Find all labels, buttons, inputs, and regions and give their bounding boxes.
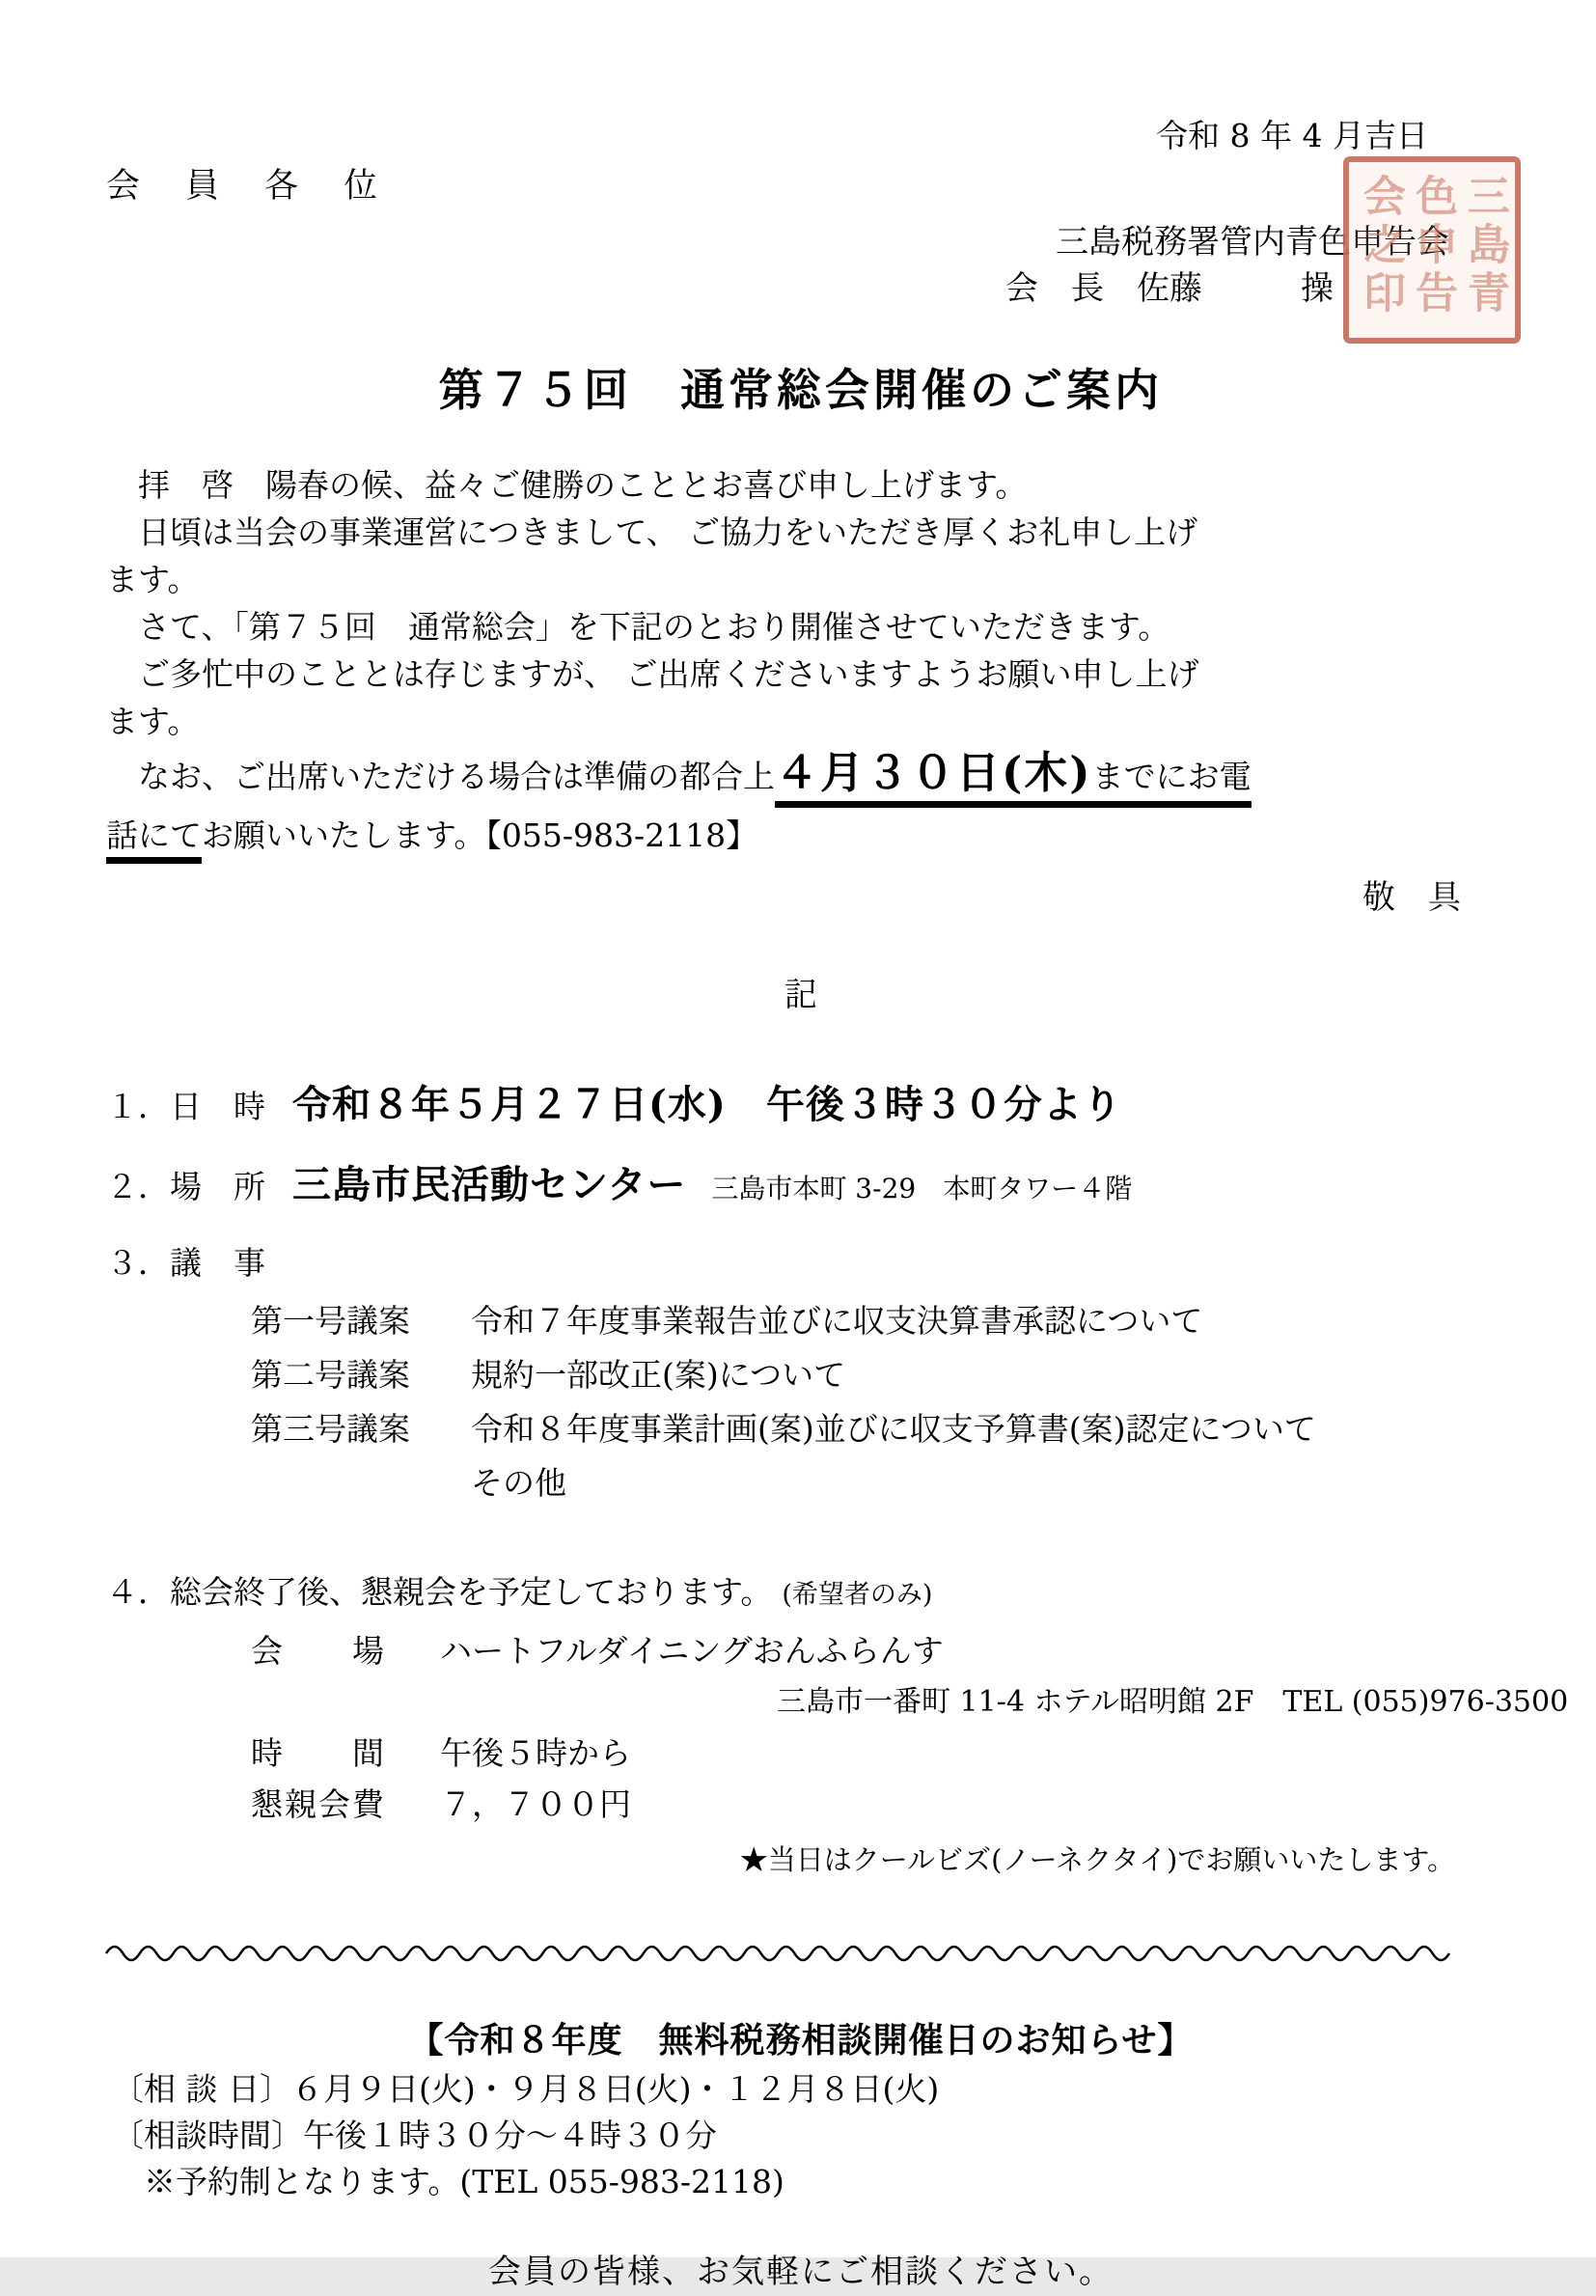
banquet-venue-address: 三島市一番町 11-4 ホテル昭明館 2F TEL (055)976-3500 (777, 1684, 1569, 1719)
cool-biz-note: ★当日はクールビズ(ノーネクタイ)でお願いいたします。 (739, 1842, 1455, 1876)
body-text (106, 461, 1496, 922)
record-list (106, 1074, 1569, 1882)
proposal-row (251, 1402, 1496, 1456)
proposal-row (251, 1456, 1496, 1510)
detail-label: 時 間 (251, 1733, 386, 1772)
body-paragraph-line: ます。 (106, 561, 200, 598)
item-number: ２． (106, 1167, 170, 1205)
record-item-datetime (106, 1074, 1496, 1129)
venue-name: 三島市民活動センター (292, 1162, 687, 1207)
record-heading: 記 (784, 975, 817, 1014)
president-seal-stamp (1343, 156, 1521, 344)
proposal-text: 令和８年度事業計画(案)並びに収支予算書(案)認定について (471, 1409, 1316, 1448)
seal-text: 三島青色申告会之印 (1356, 174, 1509, 318)
wavy-line-svg (102, 1937, 1463, 1962)
deadline-date: ４月３０日(木) (775, 747, 1092, 798)
rsvp-lead-text: なお、ご出席いただける場合は準備の都合上 (106, 758, 775, 795)
item-number: ３． (106, 1243, 170, 1282)
underlined-wrap-text: 話にて (106, 817, 202, 864)
notice-title: 【令和８年度 無料税務相談開催日のお知らせ】 (408, 2020, 1194, 2061)
body-paragraph-line: ます。 (106, 703, 200, 740)
rsvp-underlined-group (775, 748, 1252, 808)
proposal-label: 第二号議案 (251, 1355, 410, 1394)
document-date: 令和 8 年 4 月吉日 (1156, 117, 1428, 154)
proposal-list (251, 1294, 1496, 1510)
banquet-detail-row (251, 1779, 1496, 1830)
deadline-tail-text: までにお電 (1091, 758, 1252, 795)
addressee: 会 員 各 位 (106, 167, 384, 206)
rsvp-phone-line (106, 809, 1496, 864)
proposal-text: 令和７年度事業報告並びに収支決算書承認について (471, 1301, 1203, 1340)
item-label: 議 事 (170, 1243, 265, 1282)
body-paragraph-line: 日頃は当会の事業運営につきまして、 ご協力をいただき厚くお礼申し上げ (106, 513, 1198, 551)
proposal-label: 第三号議案 (251, 1409, 410, 1448)
closing-keigu: 敬 具 (1362, 877, 1461, 917)
proposal-text: その他 (471, 1463, 566, 1502)
record-item-agenda (106, 1238, 1496, 1510)
venue-address: 三島市本町 3-29 本町タワー４階 (711, 1172, 1133, 1204)
proposal-row (251, 1348, 1496, 1402)
consultation-dates: 〔相 談 日〕６月９日(火)・９月８日(火)・１２月８日(火) (112, 2069, 940, 2108)
reservation-note: ※予約制となります。(TEL 055-983-2118) (112, 2162, 784, 2200)
item-label: 場 所 (170, 1167, 265, 1205)
meeting-datetime: 令和８年５月２７日(水) 午後３時３０分より (292, 1081, 1122, 1127)
body-paragraph-line: さて、「第７５回 通常総会」を下記のとおり開催させていただきます。 (106, 608, 1170, 646)
banquet-detail-row (251, 1728, 1496, 1779)
banquet-time: 午後５時から (440, 1733, 631, 1772)
item-number: １． (106, 1087, 170, 1125)
record-item-place (106, 1154, 1496, 1209)
proposal-label: 第一号議案 (251, 1301, 410, 1340)
banquet-details (251, 1625, 1569, 1830)
notice-closing: 会員の皆様、お気軽にご相談ください。 (488, 2252, 1114, 2291)
proposal-label (251, 1456, 442, 1510)
item-label: 日 時 (170, 1087, 265, 1125)
detail-label: 懇親会費 (251, 1784, 386, 1823)
proposal-row (251, 1294, 1496, 1348)
banquet-fee: ７，７００円 (440, 1784, 631, 1823)
banquet-venue: ハートフルダイニングおんふらんす (440, 1631, 944, 1670)
tax-consultation-notice (106, 2016, 1496, 2296)
wavy-line-path (106, 1947, 1449, 1960)
record-item-banquet (106, 1566, 1569, 1882)
phone-number-text: お願いいたします。【055-983-2118】 (202, 816, 758, 854)
body-paragraph-line: ご多忙中のこととは存じますが、 ご出席くださいますようお願い申し上げ (106, 655, 1199, 693)
item-label: 総会終了後、懇親会を予定しております。 (170, 1572, 773, 1611)
body-paragraph-line: 拝 啓 陽春の候、益々ご健勝のこととお喜び申し上げます。 (106, 466, 1028, 504)
item-number: ４． (106, 1572, 170, 1611)
detail-label: 会 場 (251, 1631, 386, 1670)
page-title: 第７５回 通常総会開催のご案内 (439, 364, 1163, 416)
banquet-detail-row (251, 1625, 1496, 1676)
proposal-text: 規約一部改正(案)について (471, 1355, 846, 1394)
wavy-divider (102, 1932, 1496, 1970)
sender-president-name: 会 長 佐藤 操 (1005, 269, 1334, 308)
sender-organization: 三島税務署管内青色申告会 (1056, 223, 1449, 262)
consultation-hours: 〔相談時間〕午後１時３０分～４時３０分 (112, 2116, 717, 2154)
banquet-optional-note: (希望者のみ) (782, 1579, 933, 1610)
rsvp-deadline-line (106, 745, 1496, 809)
